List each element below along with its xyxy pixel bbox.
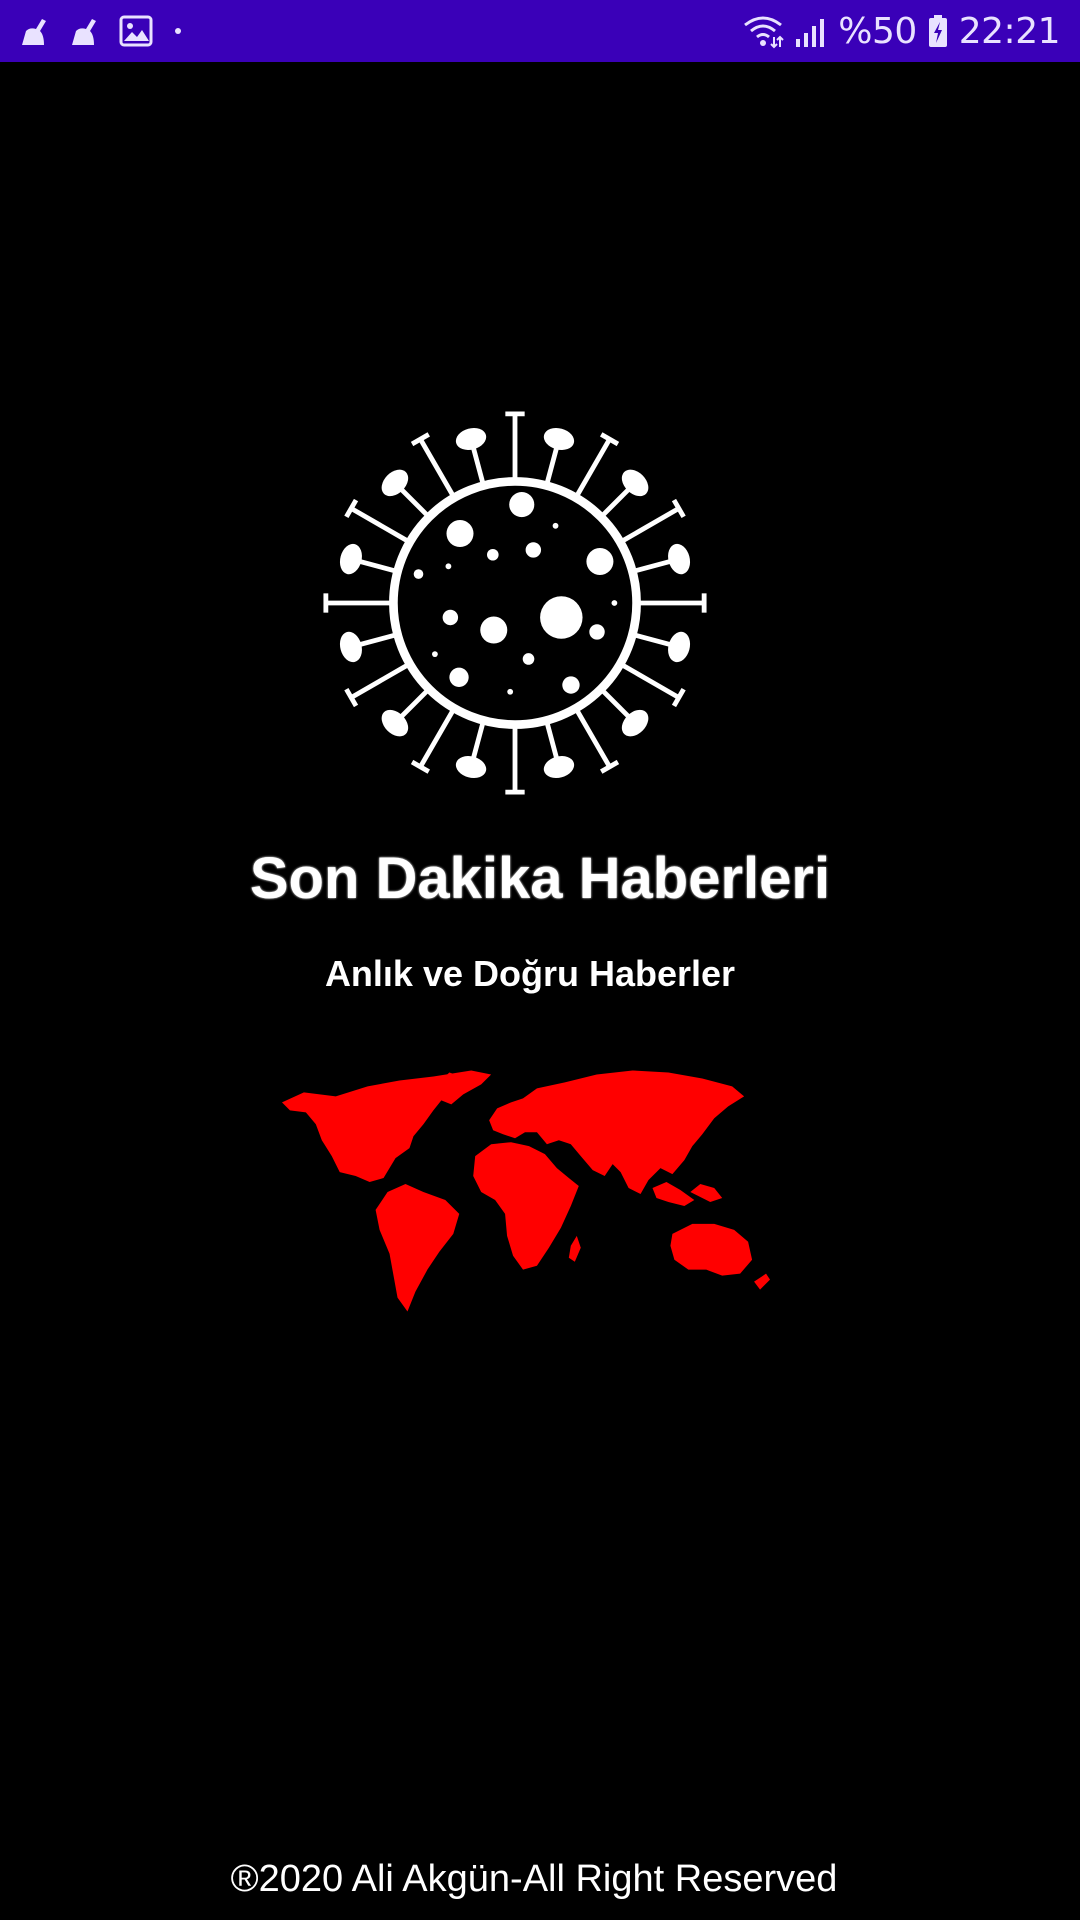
world-map-icon: [276, 1060, 774, 1322]
notification-icons: [18, 0, 188, 62]
gallery-icon: [118, 13, 154, 49]
battery-percent: %50: [838, 10, 917, 52]
cleaner-icon: [18, 13, 54, 49]
clock: 22:21: [958, 10, 1060, 52]
app-subtitle: Anlık ve Doğru Haberler: [324, 953, 736, 994]
wifi-icon: [742, 13, 784, 49]
dot-icon: [168, 13, 188, 49]
app-title: Son Dakika Haberleri: [249, 846, 831, 911]
system-indicators: [742, 0, 1060, 62]
copyright-footer: ®2020 Ali Akgün-All Right Reserved: [230, 1858, 838, 1900]
signal-icon: [794, 13, 828, 49]
battery-charging-icon: [927, 13, 949, 49]
virus-icon: [322, 410, 708, 796]
status-bar: [0, 0, 1080, 62]
cleaner-icon: [68, 13, 104, 49]
